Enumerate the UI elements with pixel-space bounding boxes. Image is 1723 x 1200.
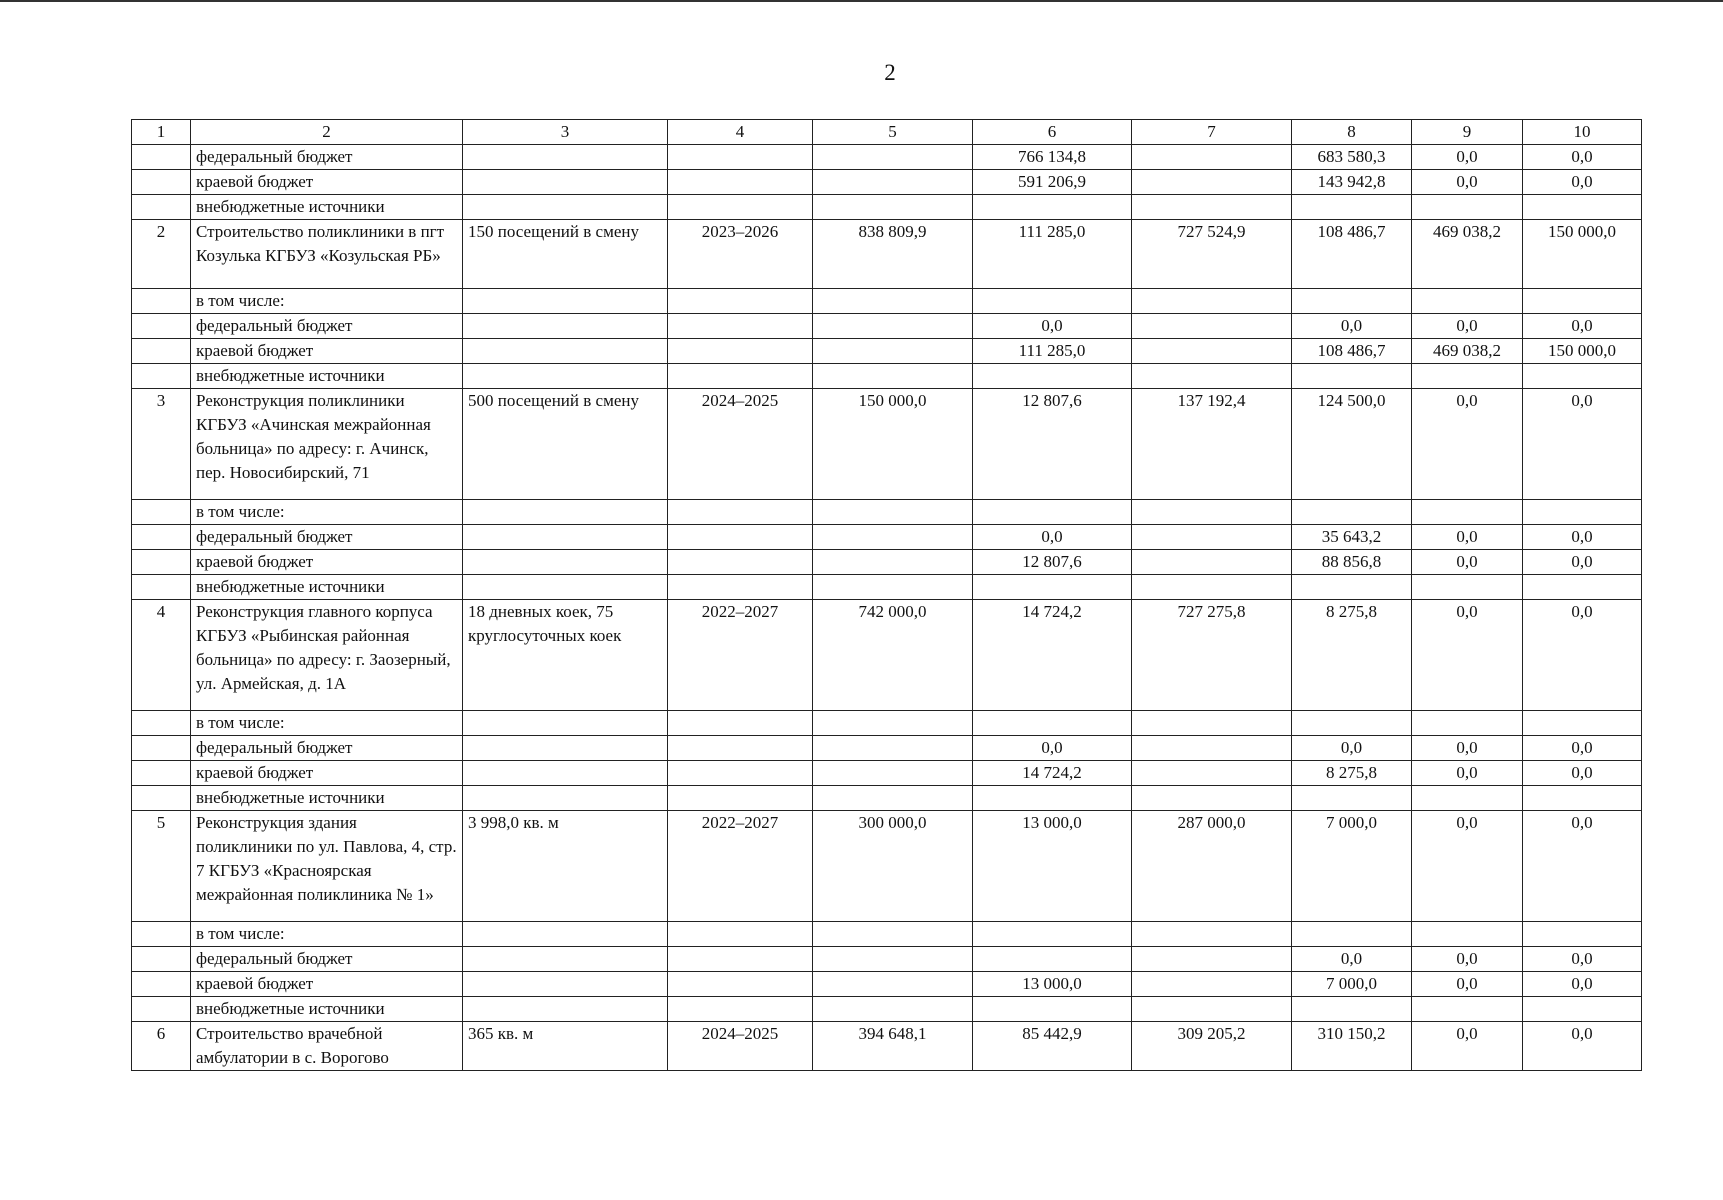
row-number-cell — [132, 364, 191, 389]
table-cell: 591 206,9 — [973, 170, 1132, 195]
table-cell: 0,0 — [1412, 1022, 1523, 1071]
table-cell — [813, 761, 973, 786]
table-cell: 7 000,0 — [1292, 811, 1412, 922]
table-cell: 309 205,2 — [1132, 1022, 1292, 1071]
table-cell — [668, 922, 813, 947]
table-cell: 469 038,2 — [1412, 339, 1523, 364]
table-cell: 394 648,1 — [813, 1022, 973, 1071]
table-cell — [463, 736, 668, 761]
table-cell: 0,0 — [1523, 736, 1642, 761]
table-cell — [668, 575, 813, 600]
table-cell: 150 000,0 — [1523, 220, 1642, 289]
table-cell — [813, 170, 973, 195]
column-header: 6 — [973, 120, 1132, 145]
table-cell: 150 000,0 — [1523, 339, 1642, 364]
table-cell: 14 724,2 — [973, 600, 1132, 711]
table-cell — [1412, 195, 1523, 220]
row-number-cell — [132, 575, 191, 600]
description-cell: внебюджетные источники — [191, 997, 463, 1022]
table-cell — [1523, 364, 1642, 389]
table-cell — [973, 711, 1132, 736]
table-cell — [668, 525, 813, 550]
table-cell — [813, 922, 973, 947]
funding-source-row — [132, 736, 1642, 761]
table-cell: 365 кв. м — [463, 1022, 668, 1071]
table-cell — [813, 500, 973, 525]
description-cell: в том числе: — [191, 922, 463, 947]
table-cell — [668, 550, 813, 575]
table-cell — [1132, 170, 1292, 195]
table-cell: 0,0 — [973, 525, 1132, 550]
table-cell: 0,0 — [1523, 170, 1642, 195]
row-number-cell — [132, 145, 191, 170]
description-cell: краевой бюджет — [191, 550, 463, 575]
table-cell — [668, 195, 813, 220]
row-number-cell — [132, 525, 191, 550]
table-cell — [668, 500, 813, 525]
table-cell: 0,0 — [1412, 525, 1523, 550]
funding-source-row — [132, 314, 1642, 339]
table-cell — [813, 997, 973, 1022]
project-row — [132, 389, 1642, 500]
table-cell: 300 000,0 — [813, 811, 973, 922]
description-cell: Реконструкция главного корпуса КГБУЗ «Рыбинская районная больница» по адресу: г. Заозерный, ул. Армейская, д. 1А — [191, 600, 463, 711]
row-number-cell: 3 — [132, 389, 191, 500]
description-cell: краевой бюджет — [191, 761, 463, 786]
table-cell — [463, 711, 668, 736]
table-cell — [1132, 972, 1292, 997]
table-cell — [1523, 575, 1642, 600]
table-cell: 766 134,8 — [973, 145, 1132, 170]
table-cell — [668, 711, 813, 736]
table-cell — [1132, 500, 1292, 525]
table-cell — [973, 195, 1132, 220]
table-cell — [463, 922, 668, 947]
table-cell — [813, 364, 973, 389]
table-cell — [668, 289, 813, 314]
table-cell — [1132, 947, 1292, 972]
table-cell: 35 643,2 — [1292, 525, 1412, 550]
table-cell — [973, 575, 1132, 600]
table-cell — [463, 761, 668, 786]
description-cell: краевой бюджет — [191, 972, 463, 997]
column-header: 10 — [1523, 120, 1642, 145]
table-cell: 0,0 — [1292, 314, 1412, 339]
row-number-cell — [132, 736, 191, 761]
table-cell — [1292, 364, 1412, 389]
row-number-cell: 5 — [132, 811, 191, 922]
table-cell: 838 809,9 — [813, 220, 973, 289]
table-cell: 0,0 — [1412, 761, 1523, 786]
table-cell: 0,0 — [1412, 947, 1523, 972]
funding-source-row — [132, 972, 1642, 997]
table-cell — [1292, 922, 1412, 947]
project-row — [132, 1022, 1642, 1071]
table-cell — [1132, 786, 1292, 811]
column-header: 1 — [132, 120, 191, 145]
table-cell — [973, 500, 1132, 525]
column-header: 4 — [668, 120, 813, 145]
table-cell: 0,0 — [1523, 600, 1642, 711]
row-number-cell: 2 — [132, 220, 191, 289]
table-cell: 742 000,0 — [813, 600, 973, 711]
table-cell: 3 998,0 кв. м — [463, 811, 668, 922]
row-number-cell — [132, 711, 191, 736]
table-cell — [813, 525, 973, 550]
table-cell — [668, 947, 813, 972]
column-header: 8 — [1292, 120, 1412, 145]
row-number-cell — [132, 339, 191, 364]
table-cell: 111 285,0 — [973, 339, 1132, 364]
funding-source-row — [132, 525, 1642, 550]
description-cell: федеральный бюджет — [191, 947, 463, 972]
table-cell: 469 038,2 — [1412, 220, 1523, 289]
funding-source-row — [132, 711, 1642, 736]
table-cell — [1132, 922, 1292, 947]
description-cell: Строительство поликлиники в пгт Козулька КГБУЗ «Козульская РБ» — [191, 220, 463, 289]
table-cell: 0,0 — [1412, 145, 1523, 170]
table-cell — [463, 339, 668, 364]
table-cell — [668, 145, 813, 170]
table-cell: 0,0 — [1523, 389, 1642, 500]
table-cell — [463, 972, 668, 997]
table-cell — [1412, 786, 1523, 811]
table-cell — [1132, 364, 1292, 389]
table-cell — [813, 972, 973, 997]
table-cell — [1292, 997, 1412, 1022]
table-cell — [1412, 711, 1523, 736]
funding-source-row — [132, 922, 1642, 947]
table-cell: 143 942,8 — [1292, 170, 1412, 195]
description-cell: Реконструкция поликлиники КГБУЗ «Ачинская межрайонная больница» по адресу: г. Ачинск, пер. Новосибирский, 71 — [191, 389, 463, 500]
description-cell: федеральный бюджет — [191, 314, 463, 339]
description-cell: краевой бюджет — [191, 170, 463, 195]
table-cell: 0,0 — [973, 736, 1132, 761]
table-cell — [1132, 339, 1292, 364]
table-cell: 14 724,2 — [973, 761, 1132, 786]
table-cell: 727 524,9 — [1132, 220, 1292, 289]
table-cell — [973, 364, 1132, 389]
table-cell — [1132, 761, 1292, 786]
table-cell — [1132, 314, 1292, 339]
table-cell: 2024–2025 — [668, 389, 813, 500]
description-cell: в том числе: — [191, 711, 463, 736]
funding-source-row — [132, 575, 1642, 600]
table-cell — [1412, 289, 1523, 314]
project-row — [132, 600, 1642, 711]
table-cell: 12 807,6 — [973, 550, 1132, 575]
table-cell — [813, 786, 973, 811]
table-cell: 500 посещений в смену — [463, 389, 668, 500]
table-cell: 0,0 — [1523, 314, 1642, 339]
table-cell: 2022–2027 — [668, 600, 813, 711]
table-cell: 0,0 — [1292, 736, 1412, 761]
row-number-cell — [132, 170, 191, 195]
table-cell: 2022–2027 — [668, 811, 813, 922]
row-number-cell: 4 — [132, 600, 191, 711]
table-cell — [813, 339, 973, 364]
funding-source-row — [132, 947, 1642, 972]
table-cell: 108 486,7 — [1292, 339, 1412, 364]
description-cell: краевой бюджет — [191, 339, 463, 364]
funding-source-row — [132, 500, 1642, 525]
funding-source-row — [132, 997, 1642, 1022]
table-cell — [668, 786, 813, 811]
description-cell: внебюджетные источники — [191, 195, 463, 220]
table-cell — [463, 575, 668, 600]
table-cell — [463, 500, 668, 525]
row-number-cell — [132, 761, 191, 786]
table-cell: 0,0 — [1523, 525, 1642, 550]
table-cell — [463, 997, 668, 1022]
table-cell — [668, 170, 813, 195]
table-cell: 0,0 — [1412, 314, 1523, 339]
table-cell: 150 посещений в смену — [463, 220, 668, 289]
row-number-cell — [132, 314, 191, 339]
row-number-cell — [132, 972, 191, 997]
table-cell: 0,0 — [1412, 550, 1523, 575]
funding-source-row — [132, 786, 1642, 811]
table-cell — [1412, 997, 1523, 1022]
table-cell — [973, 786, 1132, 811]
table-cell — [1523, 500, 1642, 525]
table-cell: 0,0 — [1523, 947, 1642, 972]
table-cell — [668, 761, 813, 786]
table-cell — [813, 550, 973, 575]
table-cell — [1523, 289, 1642, 314]
table-cell: 727 275,8 — [1132, 600, 1292, 711]
description-cell: федеральный бюджет — [191, 736, 463, 761]
table-cell: 88 856,8 — [1292, 550, 1412, 575]
page-number: 2 — [884, 60, 896, 85]
table-cell: 2023–2026 — [668, 220, 813, 289]
table-cell — [668, 339, 813, 364]
table-cell — [1132, 711, 1292, 736]
description-cell: Реконструкция здания поликлиники по ул. Павлова, 4, стр. 7 КГБУЗ «Красноярская межрайонная поликлиника № 1» — [191, 811, 463, 922]
table-cell — [1132, 736, 1292, 761]
table-cell — [1292, 195, 1412, 220]
table-cell — [1292, 289, 1412, 314]
table-cell — [463, 289, 668, 314]
funding-source-row — [132, 550, 1642, 575]
description-cell: внебюджетные источники — [191, 786, 463, 811]
table-cell: 0,0 — [1523, 1022, 1642, 1071]
table-cell — [1523, 195, 1642, 220]
table-cell: 287 000,0 — [1132, 811, 1292, 922]
column-header: 9 — [1412, 120, 1523, 145]
table-cell: 310 150,2 — [1292, 1022, 1412, 1071]
table-cell — [1132, 550, 1292, 575]
table-cell: 0,0 — [1412, 389, 1523, 500]
description-cell: внебюджетные источники — [191, 575, 463, 600]
table-cell — [973, 289, 1132, 314]
table-cell — [1292, 500, 1412, 525]
table-cell: 0,0 — [1292, 947, 1412, 972]
table-cell: 18 дневных коек, 75 круглосуточных коек — [463, 600, 668, 711]
table-cell — [1412, 575, 1523, 600]
table-cell — [1132, 525, 1292, 550]
funding-source-row — [132, 195, 1642, 220]
table-cell — [1412, 364, 1523, 389]
row-number-cell — [132, 195, 191, 220]
table-cell — [973, 922, 1132, 947]
table-cell: 137 192,4 — [1132, 389, 1292, 500]
table-cell — [1412, 500, 1523, 525]
table-cell — [813, 195, 973, 220]
table-cell: 7 000,0 — [1292, 972, 1412, 997]
table-cell — [1412, 922, 1523, 947]
table-cell: 0,0 — [1412, 811, 1523, 922]
column-header: 5 — [813, 120, 973, 145]
table-cell — [463, 550, 668, 575]
table-cell — [463, 364, 668, 389]
table-cell — [1132, 997, 1292, 1022]
funding-source-row — [132, 339, 1642, 364]
table-cell: 0,0 — [1523, 145, 1642, 170]
table-cell — [668, 736, 813, 761]
row-number-cell — [132, 500, 191, 525]
funding-source-row — [132, 145, 1642, 170]
table-cell — [1292, 711, 1412, 736]
table-cell: 13 000,0 — [973, 972, 1132, 997]
project-row — [132, 220, 1642, 289]
budget-table — [131, 119, 1642, 1071]
row-number-cell — [132, 550, 191, 575]
table-cell — [1523, 997, 1642, 1022]
table-cell — [463, 947, 668, 972]
table-cell: 111 285,0 — [973, 220, 1132, 289]
table-cell — [463, 145, 668, 170]
table-cell: 0,0 — [1523, 811, 1642, 922]
table-cell — [973, 947, 1132, 972]
column-header: 2 — [191, 120, 463, 145]
funding-source-row — [132, 289, 1642, 314]
table-cell — [813, 947, 973, 972]
description-cell: в том числе: — [191, 289, 463, 314]
table-cell — [813, 314, 973, 339]
table-cell — [1132, 575, 1292, 600]
table-cell — [1523, 786, 1642, 811]
table-cell: 150 000,0 — [813, 389, 973, 500]
table-cell — [813, 711, 973, 736]
row-number-cell — [132, 947, 191, 972]
scan-border-line — [0, 0, 1723, 2]
row-number-cell — [132, 997, 191, 1022]
description-cell: федеральный бюджет — [191, 525, 463, 550]
table-cell: 2024–2025 — [668, 1022, 813, 1071]
table-cell: 0,0 — [973, 314, 1132, 339]
table-cell: 0,0 — [1523, 972, 1642, 997]
description-cell: Строительство врачебной амбулатории в с. Ворогово — [191, 1022, 463, 1071]
table-cell — [463, 786, 668, 811]
project-row — [132, 811, 1642, 922]
table-cell — [1132, 145, 1292, 170]
table-cell: 8 275,8 — [1292, 761, 1412, 786]
table-cell — [1132, 289, 1292, 314]
table-cell: 0,0 — [1523, 761, 1642, 786]
row-number-cell — [132, 922, 191, 947]
table-cell: 8 275,8 — [1292, 600, 1412, 711]
table-cell — [813, 575, 973, 600]
table-cell — [813, 145, 973, 170]
funding-source-row — [132, 364, 1642, 389]
table-cell: 124 500,0 — [1292, 389, 1412, 500]
table-cell: 0,0 — [1412, 170, 1523, 195]
table-header-row — [132, 120, 1642, 145]
table-cell: 0,0 — [1412, 972, 1523, 997]
row-number-cell: 6 — [132, 1022, 191, 1071]
table-cell — [813, 736, 973, 761]
table-cell: 85 442,9 — [973, 1022, 1132, 1071]
table-cell — [668, 972, 813, 997]
table-cell — [668, 997, 813, 1022]
table-cell: 0,0 — [1412, 736, 1523, 761]
table-cell — [1523, 711, 1642, 736]
table-cell — [463, 525, 668, 550]
table-cell: 13 000,0 — [973, 811, 1132, 922]
table-cell — [668, 314, 813, 339]
table-cell: 12 807,6 — [973, 389, 1132, 500]
table-cell — [973, 997, 1132, 1022]
row-number-cell — [132, 786, 191, 811]
column-header: 7 — [1132, 120, 1292, 145]
table-cell: 0,0 — [1412, 600, 1523, 711]
funding-source-row — [132, 761, 1642, 786]
table-cell — [668, 364, 813, 389]
table-cell: 0,0 — [1523, 550, 1642, 575]
table-cell — [1132, 195, 1292, 220]
table-cell — [463, 195, 668, 220]
table-cell — [1292, 575, 1412, 600]
description-cell: в том числе: — [191, 500, 463, 525]
column-header: 3 — [463, 120, 668, 145]
description-cell: федеральный бюджет — [191, 145, 463, 170]
funding-source-row — [132, 170, 1642, 195]
table-cell: 683 580,3 — [1292, 145, 1412, 170]
table-cell — [813, 289, 973, 314]
table-cell — [463, 170, 668, 195]
row-number-cell — [132, 289, 191, 314]
table-cell — [1523, 922, 1642, 947]
table-cell — [463, 314, 668, 339]
table-cell: 108 486,7 — [1292, 220, 1412, 289]
description-cell: внебюджетные источники — [191, 364, 463, 389]
table-cell — [1292, 786, 1412, 811]
